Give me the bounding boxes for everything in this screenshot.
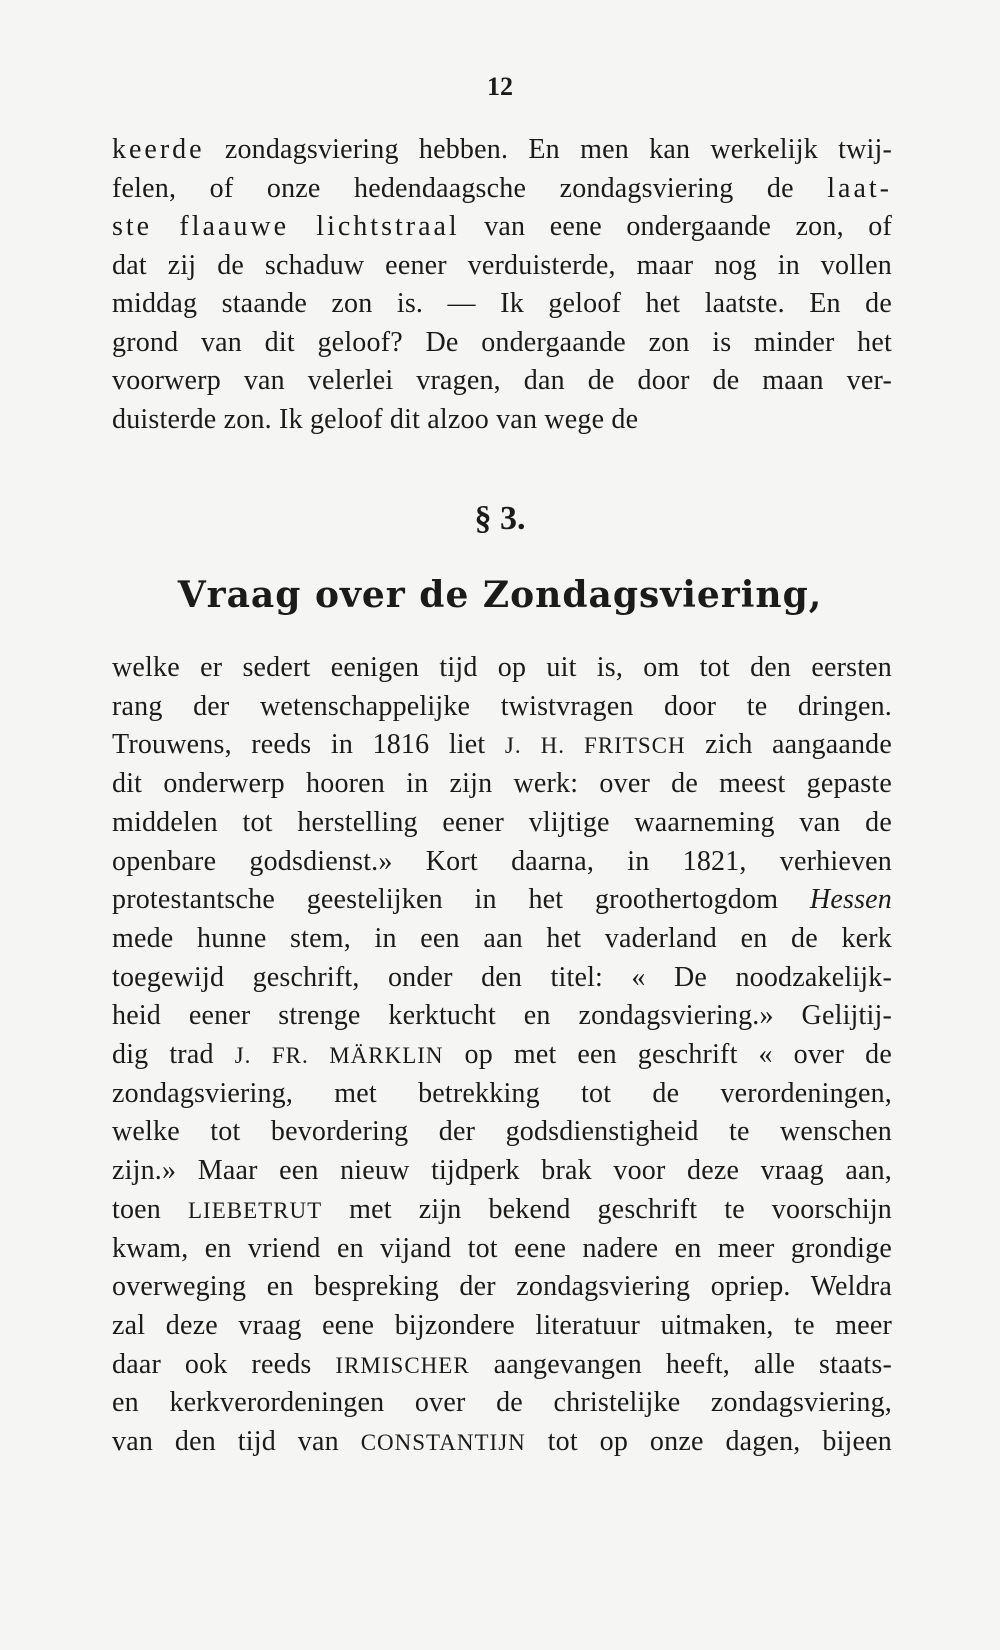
text-run: middag staande zon is. — Ik geloof het laatste. En de xyxy=(112,288,892,319)
text-run: toen xyxy=(112,1193,188,1225)
text-run: ste flaauwe lichtstraal xyxy=(112,211,460,242)
text-run: keerde xyxy=(112,134,205,165)
author-name: LIEBETRUT xyxy=(187,1197,323,1223)
text-run: zondagsviering, met betrekking tot de verordeningen, xyxy=(112,1077,892,1109)
text-run: met zijn bekend geschrift te voorschijn xyxy=(322,1193,892,1225)
text-line xyxy=(112,998,892,1034)
author-name: J. FR. MÄRKLIN xyxy=(234,1043,444,1068)
text-line xyxy=(112,209,892,245)
text-run: mede hunne stem, in een aan het vaderland en de kerk xyxy=(112,922,892,954)
text-line xyxy=(112,1424,892,1460)
text-line xyxy=(112,921,892,957)
text-line xyxy=(112,1308,892,1344)
text-line xyxy=(112,325,892,361)
text-line xyxy=(112,960,892,996)
text-line xyxy=(112,689,892,725)
author-name: CONSTANTIJN xyxy=(360,1430,526,1455)
text-line xyxy=(112,650,892,686)
text-run: middelen tot herstelling eener vlijtige waarneming van de xyxy=(112,806,892,838)
section-heading: Vraag over de Zondagsviering, xyxy=(177,574,823,616)
text-run: dit onderwerp hooren in zijn werk: over de meest gepaste xyxy=(112,768,892,800)
text-line xyxy=(112,766,892,802)
text-run: dat zij de schaduw eener verduisterde, maar nog in vollen xyxy=(112,249,892,281)
text-run: aangevangen heeft, alle staats- xyxy=(469,1348,892,1380)
text-line xyxy=(112,402,892,438)
text-line xyxy=(112,1269,892,1305)
text-line xyxy=(112,805,892,841)
text-line xyxy=(112,1076,892,1112)
text-run: van eene ondergaande zon, of xyxy=(459,211,892,242)
text-run: felen, of onze hedendaagsche zondagsviering de xyxy=(112,172,828,204)
text-run: grond van dit geloof? De ondergaande zon is minder het xyxy=(112,326,892,358)
text-line xyxy=(112,1153,892,1189)
text-run: rang der wetenschappelijke twistvragen door te dringen. xyxy=(112,690,892,722)
text-run: toegewijd geschrift, onder den titel: « De noodzakelijk- xyxy=(112,961,892,993)
text-line xyxy=(112,286,892,322)
text-line xyxy=(112,1192,892,1228)
text-run: duisterde zon. Ik geloof dit alzoo van wege de xyxy=(112,403,639,435)
text-run: voorwerp van velerlei vragen, dan de door de maan ver- xyxy=(112,365,892,396)
text-run: zijn.» Maar een nieuw tijdperk brak voor deze vraag aan, xyxy=(112,1155,892,1187)
text-line xyxy=(112,171,892,207)
text-run: op met een geschrift « over de xyxy=(443,1039,892,1070)
text-run: tot op onze dagen, bijeen xyxy=(525,1426,892,1457)
text-run: Trouwens, reeds in 1816 liet xyxy=(112,729,505,761)
text-line xyxy=(112,727,892,763)
text-run: laat- xyxy=(827,172,892,204)
text-line xyxy=(112,1231,892,1267)
text-run: zich aangaande xyxy=(685,729,892,761)
text-line xyxy=(112,844,892,880)
text-run: heid eener strenge kerktucht en zondagsviering.» Gelijtij- xyxy=(112,1000,892,1032)
text-line xyxy=(112,132,892,168)
text-line xyxy=(112,1114,892,1150)
author-name: J. H. FRITSCH xyxy=(504,733,686,759)
text-run: zondagsviering hebben. En men kan werkelijk twij- xyxy=(204,134,892,165)
text-run: van den tijd van xyxy=(112,1426,361,1457)
text-run: welke er sedert eenigen tijd op uit is, om tot den eersten xyxy=(112,652,892,683)
place-name: Hessen xyxy=(809,884,892,916)
text-run: protestantsche geestelijken in het groothertogdom xyxy=(112,884,810,916)
text-line xyxy=(112,248,892,284)
page-number: 12 xyxy=(487,72,513,101)
text-run: zal deze vraag eene bijzondere literatuur uitmaken, te meer xyxy=(112,1309,892,1341)
text-line xyxy=(112,1385,892,1421)
author-name: IRMISCHER xyxy=(335,1352,470,1378)
text-line xyxy=(112,1347,892,1383)
text-line xyxy=(112,1037,892,1073)
text-run: openbare godsdienst.» Kort daarna, in 1821, verhieven xyxy=(112,845,892,877)
text-run: dig trad xyxy=(112,1039,235,1070)
text-line xyxy=(112,882,892,918)
section-number: § 3. xyxy=(474,500,526,537)
text-run: welke tot bevordering der godsdienstigheid te wenschen xyxy=(112,1116,892,1148)
text-run: kwam, en vriend en vijand tot eene nadere en meer grondige xyxy=(112,1232,892,1264)
text-run: overweging en bespreking der zondagsviering opriep. Weldra xyxy=(112,1271,892,1303)
text-line xyxy=(112,363,892,399)
text-run: daar ook reeds xyxy=(112,1348,336,1380)
text-run: en kerkverordeningen over de christelijke zondagsviering, xyxy=(112,1387,892,1419)
